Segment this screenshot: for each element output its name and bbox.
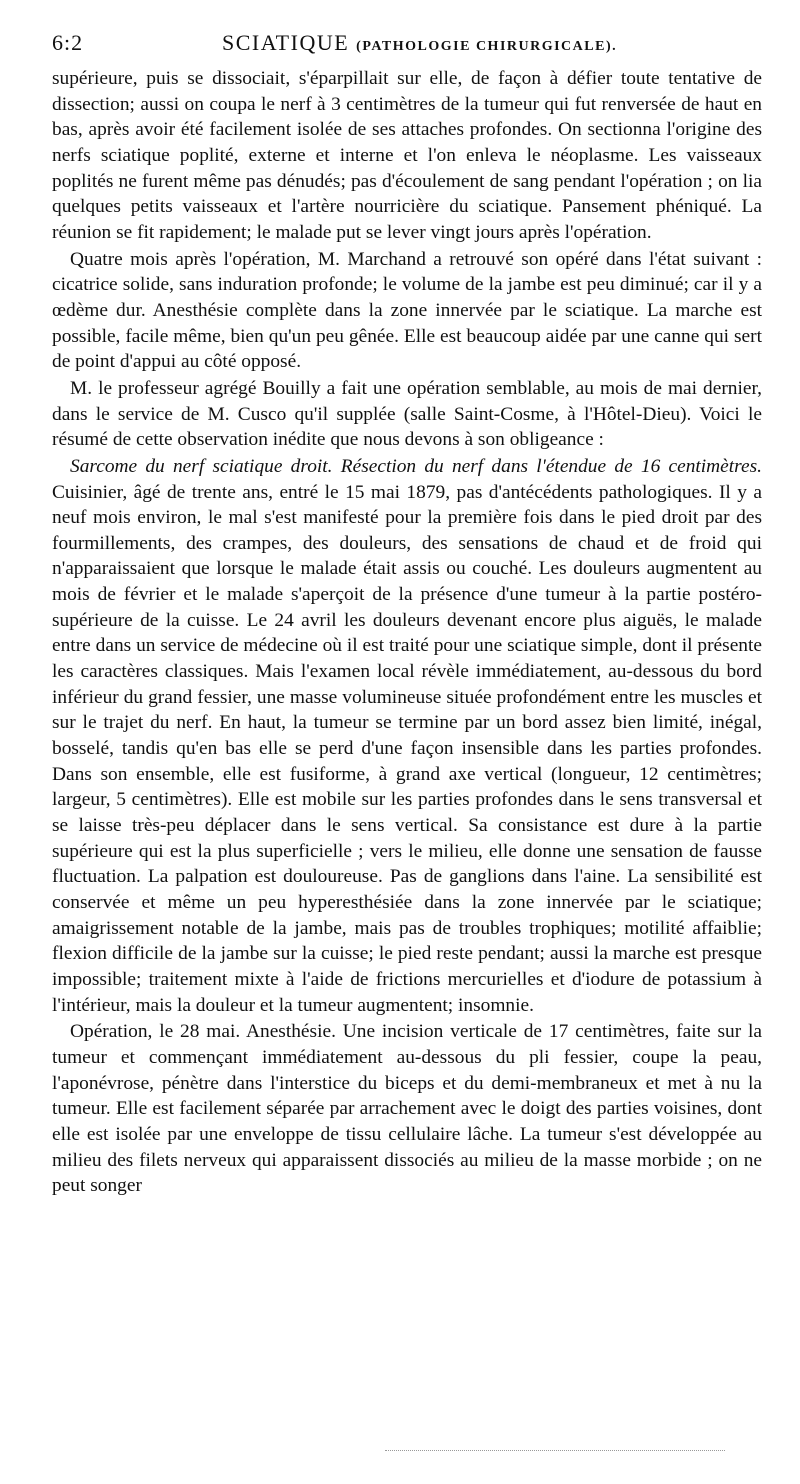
paragraph-text: Quatre mois après l'opération, M. Marchand a retrouvé son opéré dans l'état suivant : cicatrice solide, sans induration profonde; le volume de la jambe est peu diminué; car il y a œdème dur. Anesthésie complète dans la zone innervée par le sciatique. La marche est possible, facile même, bien qu'un peu gênée. Elle est beaucoup aidée par une canne qui sert de point d'appui au côté opposé. [52,248,762,373]
paragraph-text: Cuisinier, âgé de trente ans, entré le 15 mai 1879, pas d'antécédents pathologiques. Il y a neuf mois environ, le mal s'est manifesté pour la première fois dans le pied droit par des fourmillements, des crampes, des douleurs, des sensations de chaud et de froid qui n'apparaissaient que lorsque le malade était assis ou couché. Les douleurs augmentent au mois de février et le malade s'aperçoit de la présence d'une tumeur à la partie postéro-supérieure de la cuisse. Le 24 avril les douleurs devenant encore plus aiguës, le malade entre dans un service de médecine où il est traité pour une sciatique simple, dont il présente les caractères classiques. Mais l'examen local révèle immédiatement, au-dessous du bord inférieur du grand fessier, une masse volumineuse située profondément entre les muscles et sur le trajet du nerf. En haut, la tumeur se termine par un bord assez bien limité, inégal, bosselé, tandis qu'en bas elle se perd d'une façon insensible dans les parties profondes. Dans son ensemble, elle est fusiforme, à grand axe vertical (longueur, 12 centimètres; largeur, 5 centimètres). Elle est mobile sur les parties profondes dans le sens transversal et se laisse très-peu déplacer dans le sens vertical. Sa consistance est dure à la partie supérieure qui est la plus superficielle ; vers le milieu, elle donne une sensation de fausse fluctuation. La palpation est douloureuse. Pas de ganglions dans l'aine. La sensibilité est conservée et même un peu hyperesthésiée dans la zone innervée par le sciatique; amaigrissement notable de la jambe, mais pas de troubles trophiques; motilité affaiblie; flexion difficile de la jambe sur la cuisse; le pied reste pendant; aussi la marche est presque impossible; traitement mixte à l'aide de frictions mercurielles et d'iodure de potassium à l'intérieur, mais la douleur et la tumeur augmentent; insomnie. [52,481,762,1016]
observation-title: Sarcome du nerf sciatique droit. Résection du nerf dans l'étendue de 16 centimètres. [70,455,762,477]
paragraph [52,247,762,375]
paragraph [52,376,762,453]
paragraph [52,66,762,246]
paragraph [52,1019,762,1199]
running-title [222,30,617,56]
running-title-main: SCIATIQUE [222,30,350,55]
paragraph-text: supérieure, puis se dissociait, s'éparpillait sur elle, de façon à défier toute tentative de dissection; aussi on coupa le nerf à 3 centimètres de la tumeur qui fut renversée de haut en bas, après avoir été facilement isolée de ses attaches profondes. On sectionna l'origine des nerfs sciatique poplité, externe et interne et l'on enleva le néoplasme. Les vaisseaux poplités ne furent même pas dénudés; pas d'écoulement de sang pendant l'opération ; on lia quelques petits vaisseaux et l'artère nourricière du sciatique. Pansement phéniqué. La réunion se fit rapidement; le malade put se lever vingt jours après l'opération. [52,68,762,243]
paragraph [52,454,762,1018]
page-body [52,66,762,1199]
running-title-subtitle: (PATHOLOGIE CHIRURGICALE). [356,39,618,54]
paragraph-text: M. le professeur agrégé Bouilly a fait une opération semblable, au mois de mai dernier, dans le service de M. Cusco qu'il supplée (salle Saint-Cosme, à l'Hôtel-Dieu). Voici le résumé de cette observation inédite que nous devons à son obligeance : [52,377,762,451]
page-header [52,22,762,66]
paragraph-text: Opération, le 28 mai. Anesthésie. Une incision verticale de 17 centimètres, faite sur la tumeur et commençant immédiatement au-dessous du pli fessier, coupe la peau, l'aponévrose, pénètre dans l'interstice du biceps et du demi-membraneux et met à nu la tumeur. Elle est facilement séparée par arrachement avec le doigt des parties voisines, dont elle est isolée par une enveloppe de tissu cellulaire lâche. La tumeur s'est développée au milieu des filets nerveux qui apparaissent dissociés au milieu de la masse morbide ; on ne peut songer [52,1021,762,1197]
book-page [52,22,762,1199]
footer-dotted-rule [385,1450,725,1451]
page-number: 6:2 [52,30,84,55]
